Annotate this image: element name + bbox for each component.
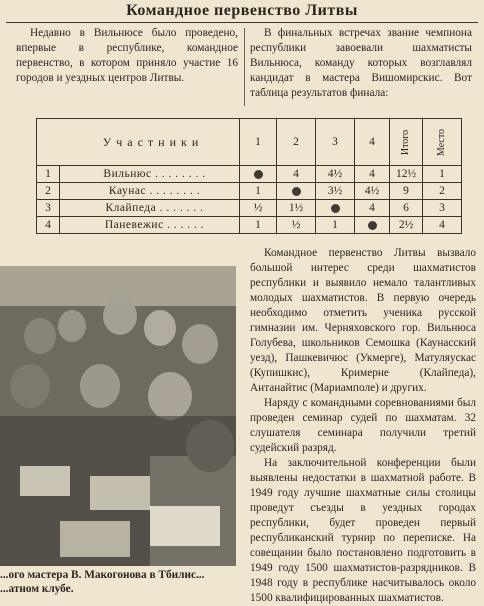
header-col-3: 3 — [316, 119, 355, 166]
header-col-4: 4 — [355, 119, 390, 166]
header-participants: Участники — [37, 119, 240, 166]
team-name: Каунас . . . . . . . . — [60, 183, 240, 200]
total-cell: 2½ — [390, 217, 423, 234]
table-row — [37, 166, 462, 183]
score-cell: 4 — [277, 166, 316, 183]
score-cell: ½ — [240, 200, 277, 217]
results-header-row — [37, 119, 462, 166]
score-cell — [355, 217, 390, 234]
self-cell-dot-icon — [368, 221, 377, 230]
intro-right-text: В финальных встречах звание чемпиона республики завоевали шахматисты Вильнюса, команду которых возглавлял кандидат в мастера Вишомирскис. Вот таблица результатов финала: — [250, 27, 472, 99]
table-row — [37, 183, 462, 200]
place-cell: 4 — [423, 217, 462, 234]
team-name: Паневежис . . . . . . — [60, 217, 240, 234]
row-number: 2 — [37, 183, 60, 200]
header-col-1: 1 — [240, 119, 277, 166]
team-name: Вильнюс . . . . . . . . — [60, 166, 240, 183]
table-row — [37, 200, 462, 217]
intro-left — [16, 26, 238, 86]
intro-left-text: Недавно в Вильнюсе было проведено, впервые в республике, командное первенство, в котором приняло участие 16 городов и уездных центров Литвы. — [16, 27, 238, 84]
header-total — [390, 119, 423, 166]
row-number: 3 — [37, 200, 60, 217]
table-row — [37, 217, 462, 234]
place-cell: 1 — [423, 166, 462, 183]
score-cell: 1 — [240, 217, 277, 234]
score-cell: 4½ — [316, 166, 355, 183]
total-cell: 9 — [390, 183, 423, 200]
self-cell-dot-icon — [254, 170, 263, 179]
place-cell: 3 — [423, 200, 462, 217]
score-cell: 1 — [316, 217, 355, 234]
score-cell — [240, 166, 277, 183]
results-table — [36, 118, 462, 234]
score-cell: 4½ — [355, 183, 390, 200]
total-cell: 6 — [390, 200, 423, 217]
score-cell: 4 — [355, 166, 390, 183]
body-paragraph-3: На заключительной конференции были выявлены недостатки в шахматной работе. В 1949 году лучшие шахматные силы столицы проведут съезды в уездных городах республики, будет проведен первый республиканский турнир по переписке. На совещании было постановлено подготовить в 1949 году 1500 шахматистов-разрядников. В 1948 году в республике насчитывалось около 1500 квалифицированных шахматистов. — [250, 457, 476, 604]
total-cell: 12½ — [390, 166, 423, 183]
place-cell: 2 — [423, 183, 462, 200]
header-total-label: Итого — [400, 129, 412, 156]
body-right — [250, 246, 476, 606]
title-rule — [6, 22, 478, 23]
score-cell — [277, 183, 316, 200]
column-divider-top — [244, 28, 245, 106]
header-place-label: Место — [436, 128, 448, 157]
intro-right — [250, 26, 472, 101]
body-paragraph-1: Командное первенство Литвы вызвало большой интерес среди шахматистов республики и выявило немало талантливых молодых шахматистов. В первую очередь необходимо отметить ученика русской гимназии им. Черняховского гор. Вильнюса Голубева, школьников Семошка (Каунасский уезд), Пашкевичюс (Укмерге), Матуляускас (Купишкис), Кримерне (Клайпеда), Антанайтис (Мариамполе) и других. — [250, 247, 476, 394]
photo-image — [0, 266, 236, 566]
header-col-2: 2 — [277, 119, 316, 166]
row-number: 4 — [37, 217, 60, 234]
score-cell: 4 — [355, 200, 390, 217]
score-cell: ½ — [277, 217, 316, 234]
article-title: Командное первенство Литвы — [126, 2, 358, 19]
score-cell — [316, 200, 355, 217]
self-cell-dot-icon — [292, 187, 301, 196]
team-name: Клайпеда . . . . . . . — [60, 200, 240, 217]
score-cell: 1½ — [277, 200, 316, 217]
row-number: 1 — [37, 166, 60, 183]
score-cell: 3½ — [316, 183, 355, 200]
photo-caption: ...ого мастера В. Макогонова в Тбилис... ...атном клубе. — [0, 569, 205, 595]
header-place — [423, 119, 462, 166]
body-paragraph-2: Наряду с командными соревнованиями был проведен семинар судей по шахматам. 32 слушателя семинара получили третий судейский разряд. — [250, 397, 476, 454]
self-cell-dot-icon — [331, 204, 340, 213]
score-cell: 1 — [240, 183, 277, 200]
photo — [0, 266, 236, 566]
